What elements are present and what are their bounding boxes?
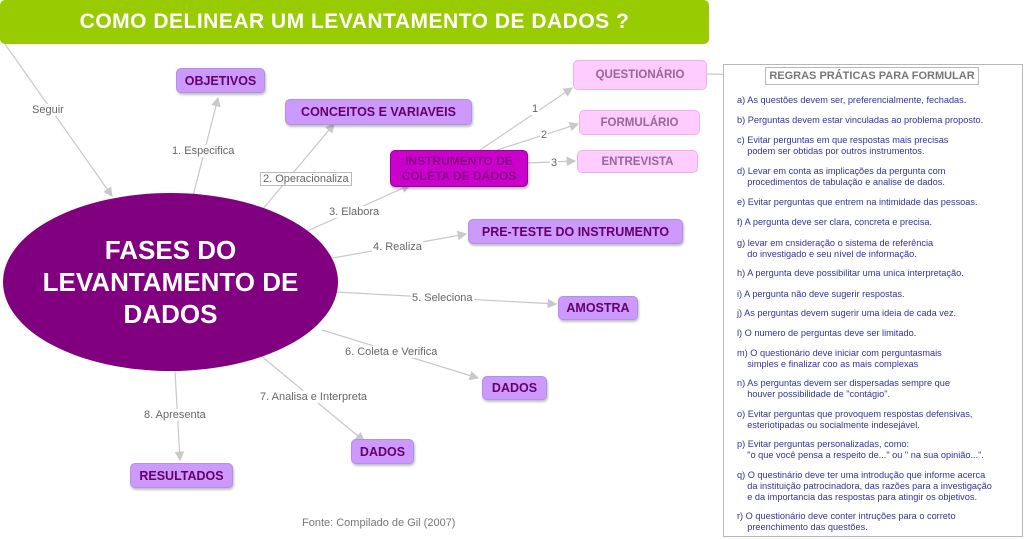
rule-item: m) O questionário deve iniciar com perguntasmais simples e finalizar coo as mais complexas [737,348,942,369]
link-label-1: 1 [532,103,539,115]
rule-item: j) As perguntas devem sugerir uma ideia de cada vez. [737,308,957,318]
node-objetivos[interactable]: OBJETIVOS [176,68,265,93]
rule-item: a) As questões devem ser, preferencialmente, fechadas. [737,95,967,105]
node-instrumento-coleta[interactable]: INSTRUMENTO DE COLETA DE DADOS [390,150,528,187]
link-label-operacionaliza: 2. Operacionaliza [260,172,352,186]
rule-item: l) O numero de perguntas deve ser limitado. [737,328,917,338]
rule-item: i) A pergunta não deve sugerir respostas. [737,289,905,299]
rule-item: b) Perguntas devem estar vinculadas ao problema proposto. [737,115,984,125]
link-label-realiza: 4. Realiza [373,241,422,253]
link-label-analisa-interpreta: 7. Analisa e Interpreta [260,391,368,403]
node-amostra[interactable]: AMOSTRA [558,296,638,320]
node-conceitos-variaveis[interactable]: CONCEITOS E VARIAVEIS [285,99,472,125]
rule-item: d) Levar em conta as implicações da pergunta com procedimentos de tabulação e analise de dados. [737,166,946,187]
link-label-seleciona: 5. Seleciona [412,292,473,304]
rule-item: n) As perguntas devem ser dispersadas sempre que houver possibilidade de "contágio". [737,378,950,399]
node-resultados[interactable]: RESULTADOS [130,463,233,488]
link-label-coleta-verifica: 6. Coleta e Verifica [345,346,438,358]
rule-item: e) Evitar perguntas que entrem na intimidade das pessoas. [737,197,978,207]
rule-item: r) O questionário deve conter intruções para o correto preenchimento das questões. [737,511,956,532]
node-dados-coleta[interactable]: DADOS [482,376,547,400]
rule-item: h) A pergunta deve possibilitar uma unica interpretação. [737,268,964,278]
source-caption: Fonte: Compilado de Gil (2007) [302,517,456,529]
link-label-seguir: Seguir [32,104,64,116]
link-label-2: 2 [541,129,548,141]
node-formulario[interactable]: FORMULÁRIO [579,110,700,135]
link-label-3: 3 [551,157,558,169]
link-label-especifica: 1. Especifica [172,145,235,157]
central-topic-label: FASES DO LEVANTAMENTO DE DADOS [42,235,299,329]
rule-item: p) Evitar perguntas personalizadas, como: "o que você pensa a respeito de..." ou " na sua opinião...". [737,439,984,460]
rule-item: g) levar em cnsideração o sistema de referência do investigado e seu nível de informação. [737,238,934,259]
node-questionario[interactable]: QUESTIONÁRIO [573,60,707,90]
rule-item: f) A pergunta deve ser clara, concreta e precisa. [737,217,933,227]
rule-item: q) O questinário deve ter uma introdução que informe acerca da instituição patrocinadora, das razões para a investigação e da importancia das respostas para atingir os objetivos. [737,470,992,502]
rule-item: c) Evitar perguntas em que respostas mais precisas podem ser obtidas por outros instrumentos. [737,135,949,156]
node-pre-teste[interactable]: PRE-TESTE DO INSTRUMENTO [468,219,683,244]
rule-item: o) Evitar perguntas que provoquem respostas defensivas, esteriotipadas ou socialmente indesejável. [737,409,973,430]
link-label-apresenta: 8. Apresenta [144,409,206,421]
page-title: COMO DELINEAR UM LEVANTAMENTO DE DADOS ? [0,0,709,44]
link-label-elabora: 3. Elabora [329,206,380,218]
rules-title: REGRAS PRÁTICAS PARA FORMULAR [765,67,979,85]
node-dados-analise[interactable]: DADOS [351,439,414,464]
central-topic[interactable] [3,193,338,371]
node-entrevista[interactable]: ENTREVISTA [577,150,698,173]
